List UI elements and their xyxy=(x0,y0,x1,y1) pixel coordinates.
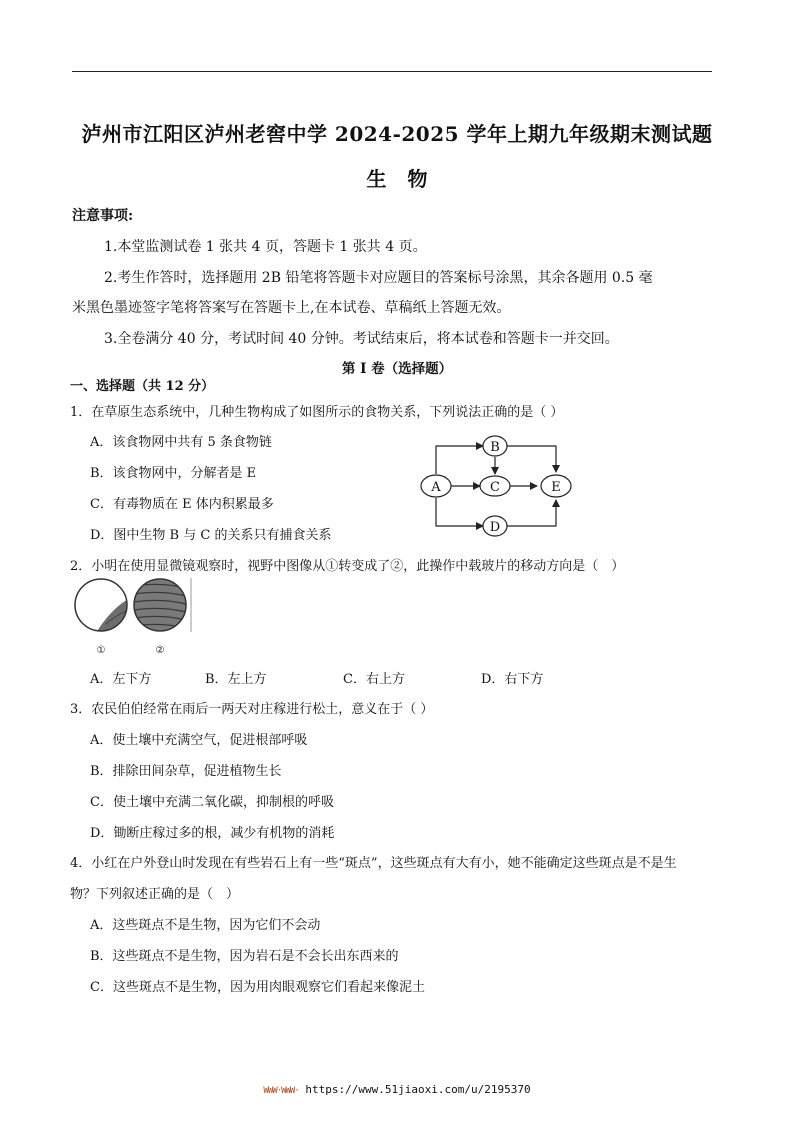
question-2-stem: 2．小明在使用显微镜观察时，视野中图像从①转变成了②，此操作中载玻片的移动方向是（ ） xyxy=(70,559,625,574)
note-2-continued: 米黑色墨迹签字笔将答案写在答题卡上,在本试卷、草稿纸上答题无效。 xyxy=(72,300,511,316)
top-rule xyxy=(72,71,712,72)
q2-option-a: A．左下方 xyxy=(90,672,152,687)
q1-option-b: B．该食物网中，分解者是 E xyxy=(90,466,257,481)
volume-title: 第 I 卷（选择题） xyxy=(341,361,453,377)
q4-option-c: C．这些斑点不是生物，因为用肉眼观察它们看起来像泥土 xyxy=(90,980,425,995)
notes-heading: 注意事项: xyxy=(72,208,134,224)
q1-option-d: D．图中生物 B 与 C 的关系只有捕食关系 xyxy=(90,528,332,543)
node-c-label: C xyxy=(490,480,500,495)
q1-option-a: A．该食物网中共有 5 条食物链 xyxy=(90,435,272,450)
note-3: 3.全卷满分 40 分，考试时间 40 分钟。考试结束后，将本试卷和答题卡一并交回。 xyxy=(104,331,619,347)
arrow-b-to-e xyxy=(507,446,556,472)
microscope-views-figure xyxy=(72,576,196,658)
arrow-a-to-d xyxy=(436,498,483,526)
note-2: 2.考生作答时，选择题用 2B 铅笔将答题卡对应题目的答案标号涂黑，其余各题用 0.5 毫 xyxy=(104,270,653,286)
question-4-stem-line-2: 物？下列叙述正确的是（ ） xyxy=(70,887,240,902)
q4-option-a: A．这些斑点不是生物，因为它们不会动 xyxy=(90,918,321,933)
subject-title: 生 物 xyxy=(366,167,428,191)
question-4-stem-line-1: 4．小红在户外登山时发现在有些岩石上有一些“斑点”，这些斑点有大有小，她不能确定这些斑点是不是生 xyxy=(70,856,677,871)
view-1-label: ① xyxy=(96,645,106,656)
part-title: 一、选择题（共 12 分） xyxy=(70,379,215,394)
arrow-d-to-e xyxy=(507,500,556,526)
footer-mark: WWW·WWW· xyxy=(263,1086,299,1096)
view-1-field xyxy=(75,579,134,636)
q1-option-c: C．有毒物质在 E 体内积累最多 xyxy=(90,497,274,512)
note-1: 1.本堂监测试卷 1 张共 4 页，答题卡 1 张共 4 页。 xyxy=(104,239,427,255)
node-e-label: E xyxy=(551,480,561,495)
q3-option-d: D．锄断庄稼过多的根，减少有机物的消耗 xyxy=(90,826,335,841)
node-a-label: A xyxy=(431,480,441,495)
node-b-label: B xyxy=(490,440,500,455)
food-web-diagram xyxy=(410,430,590,540)
view-2-field xyxy=(132,576,192,636)
arrow-a-to-b xyxy=(436,446,483,474)
question-1-stem: 1．在草原生态系统中，几种生物构成了如图所示的食物关系，下列说法正确的是（ ） xyxy=(70,405,564,420)
q4-option-b: B．这些斑点不是生物，因为岩石是不会长出东西来的 xyxy=(90,949,399,964)
exam-title: 泸州市江阳区泸州老窖中学 2024-2025 学年上期九年级期末测试题 xyxy=(81,122,713,146)
q2-option-b: B．左上方 xyxy=(205,672,267,687)
q2-option-d: D．右下方 xyxy=(481,672,544,687)
q3-option-c: C．使土壤中充满二氧化碳，抑制根的呼吸 xyxy=(90,795,334,810)
q3-option-a: A．使土壤中充满空气，促进根部呼吸 xyxy=(90,733,308,748)
node-d-label: D xyxy=(489,520,501,535)
footer-url[interactable]: https://www.51jiaoxi.com/u/2195370 xyxy=(305,1083,531,1096)
question-3-stem: 3．农民伯伯经常在雨后一两天对庄稼进行松土，意义在于（ ） xyxy=(70,702,434,717)
view-2-label: ② xyxy=(155,645,165,656)
q2-option-c: C．右上方 xyxy=(343,672,405,687)
footer-watermark xyxy=(0,1083,794,1096)
q3-option-b: B．排除田间杂草，促进植物生长 xyxy=(90,764,282,779)
